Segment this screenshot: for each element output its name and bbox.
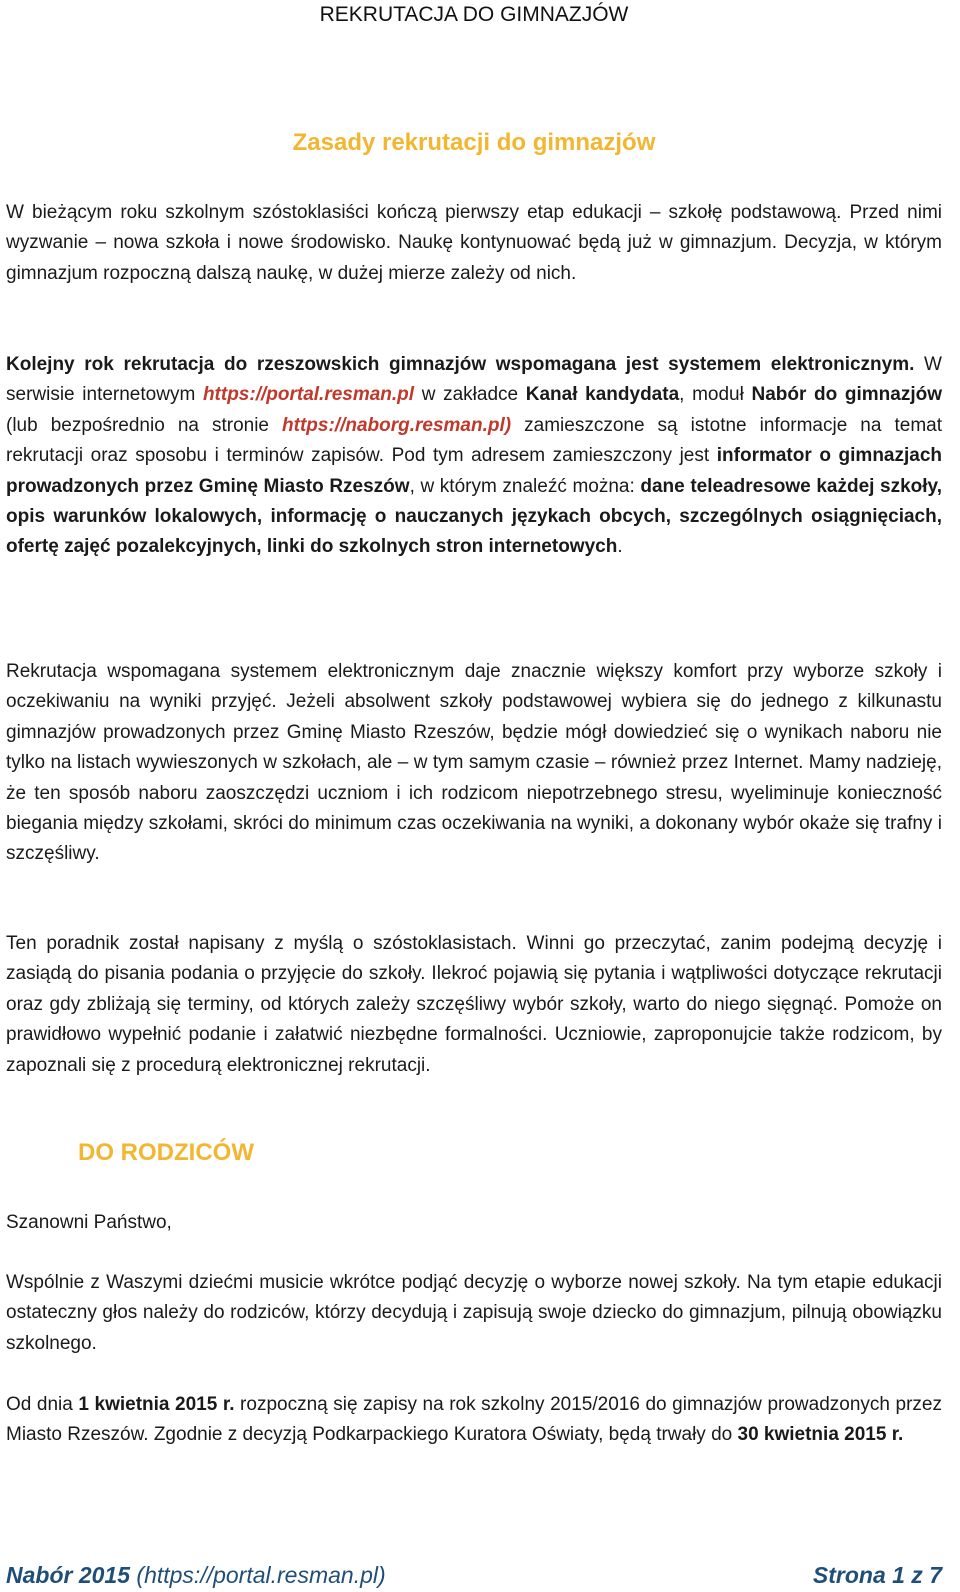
text-run: rozpoczną się zapisy na rok szkolny 2015/2016 do gimnazjów prowadzonych przez Miasto Rzeszów. Zgodnie z decyzją Podkarpackiego Kuratora Oświaty, będą trwały do: [6, 1394, 942, 1446]
system-lead: Kolejny rok rekrutacja do rzeszowskich gimnazjów wspomagana jest systemem elektronicznym.: [6, 354, 915, 375]
parents-heading: DO RODZICÓW: [78, 1139, 254, 1166]
footer-url: (https://portal.resman.pl): [136, 1562, 386, 1588]
text-run: Od dnia: [6, 1394, 79, 1415]
end-date: 30 kwietnia 2015 r.: [737, 1424, 904, 1446]
module-name: Nabór do gimnazjów: [751, 384, 943, 406]
naborg-link[interactable]: https://naborg.resman.pl): [282, 414, 512, 436]
intro-paragraph: W bieżącym roku szkolnym szóstoklasiści kończą pierwszy etap edukacji – szkołę podstawową. Przed nimi wyzwanie – nowa szkoła i nowe środowisko. Naukę kontynuować będą już w gimnazjum. Decyzja, w którym gimnazjum rozpoczną dalszą naukę, w dużej mierze zależy od nich.: [6, 202, 942, 284]
informator-name: informator o gimnazjach prowadzonych przez Gminę Miasto Rzeszów: [6, 445, 943, 497]
text-run: (lub bezpośrednio na stronie: [6, 414, 283, 436]
guide-paragraph: Ten poradnik został napisany z myślą o szóstoklasistach. Winni go przeczytać, zanim podejmą decyzję i zasiądą do pisania podania o przyjęcie do szkoły. Ilekroć pojawią się pytania i wątpliwości dotyczące rekrutacji oraz gdy zbliżają się terminy, od których zależy szczęśliwy wybór szkoły, warto do niego sięgnąć. Pomoże on prawidłowo wypełnić podanie i załatwić niezbędne formalności. Uczniowie, zaproponujcie także rodzicom, by zapoznali się z procedurą elektronicznej rekrutacji.: [6, 933, 942, 1076]
section-title: Zasady rekrutacji do gimnazjów: [292, 129, 656, 156]
page-number: Strona 1 z 7: [812, 1562, 942, 1588]
text-run: w zakładce: [414, 384, 526, 406]
text-run: .: [617, 536, 623, 558]
page-footer: [6, 1560, 942, 1590]
greeting: Szanowni Państwo,: [6, 1212, 172, 1233]
portal-link[interactable]: https://portal.resman.pl: [202, 384, 415, 406]
tab-name: Kanał kandydata: [525, 384, 680, 406]
dates-paragraph: [6, 1390, 942, 1451]
system-paragraph: [6, 350, 942, 563]
start-date: 1 kwietnia 2015 r.: [78, 1394, 235, 1415]
text-run: zamieszczone są istotne informacje na temat rekrutacji oraz sposobu i terminów zapisów. Pod tym adresem zamieszczony jest: [6, 414, 942, 467]
footer-brand: Nabór 2015: [6, 1562, 131, 1588]
informator-contents: dane teleadresowe każdej szkoły, opis warunków lokalowych, informację o nauczanych językach obcych, szczególnych osiągnięciach, ofertę zajęć pozalekcyjnych, linki do szkolnych stron internetowych: [6, 475, 942, 558]
parents-paragraph: Wspólnie z Waszymi dziećmi musicie wkrótce podjąć decyzję o wyborze nowej szkoły. Na tym etapie edukacji ostateczny głos należy do rodziców, którzy decydują i zapisują swoje dziecko do gimnazjum, pilnują obowiązku szkolnego.: [6, 1272, 942, 1354]
text-run: , moduł: [679, 384, 752, 406]
benefits-paragraph: Rekrutacja wspomagana systemem elektronicznym daje znacznie większy komfort przy wyborze szkoły i oczekiwaniu na wyniki przyjęć. Jeżeli absolwent szkoły podstawowej wybiera się do jednego z kilkunastu gimnazjów prowadzonych przez Gminę Miasto Rzeszów, będzie mógł dowiedzieć się o wynikach naboru nie tylko na listach wywieszonych w szkołach, ale – w tym samym czasie – również przez Internet. Mamy nadzieję, że ten sposób naboru zaoszczędzi uczniom i ich rodzicom niepotrzebnego stresu, wyeliminuje konieczność biegania między szkołami, skróci do minimum czas oczekiwania na wyniki, a dokonany wybór okaże się trafny i szczęśliwy.: [6, 661, 942, 865]
text-run: W serwisie internetowym: [6, 354, 942, 406]
text-run: , w którym znaleźć można:: [409, 475, 641, 497]
footer-left: [6, 1560, 386, 1590]
document-header-title: REKRUTACJA DO GIMNAZJÓW: [319, 3, 629, 26]
